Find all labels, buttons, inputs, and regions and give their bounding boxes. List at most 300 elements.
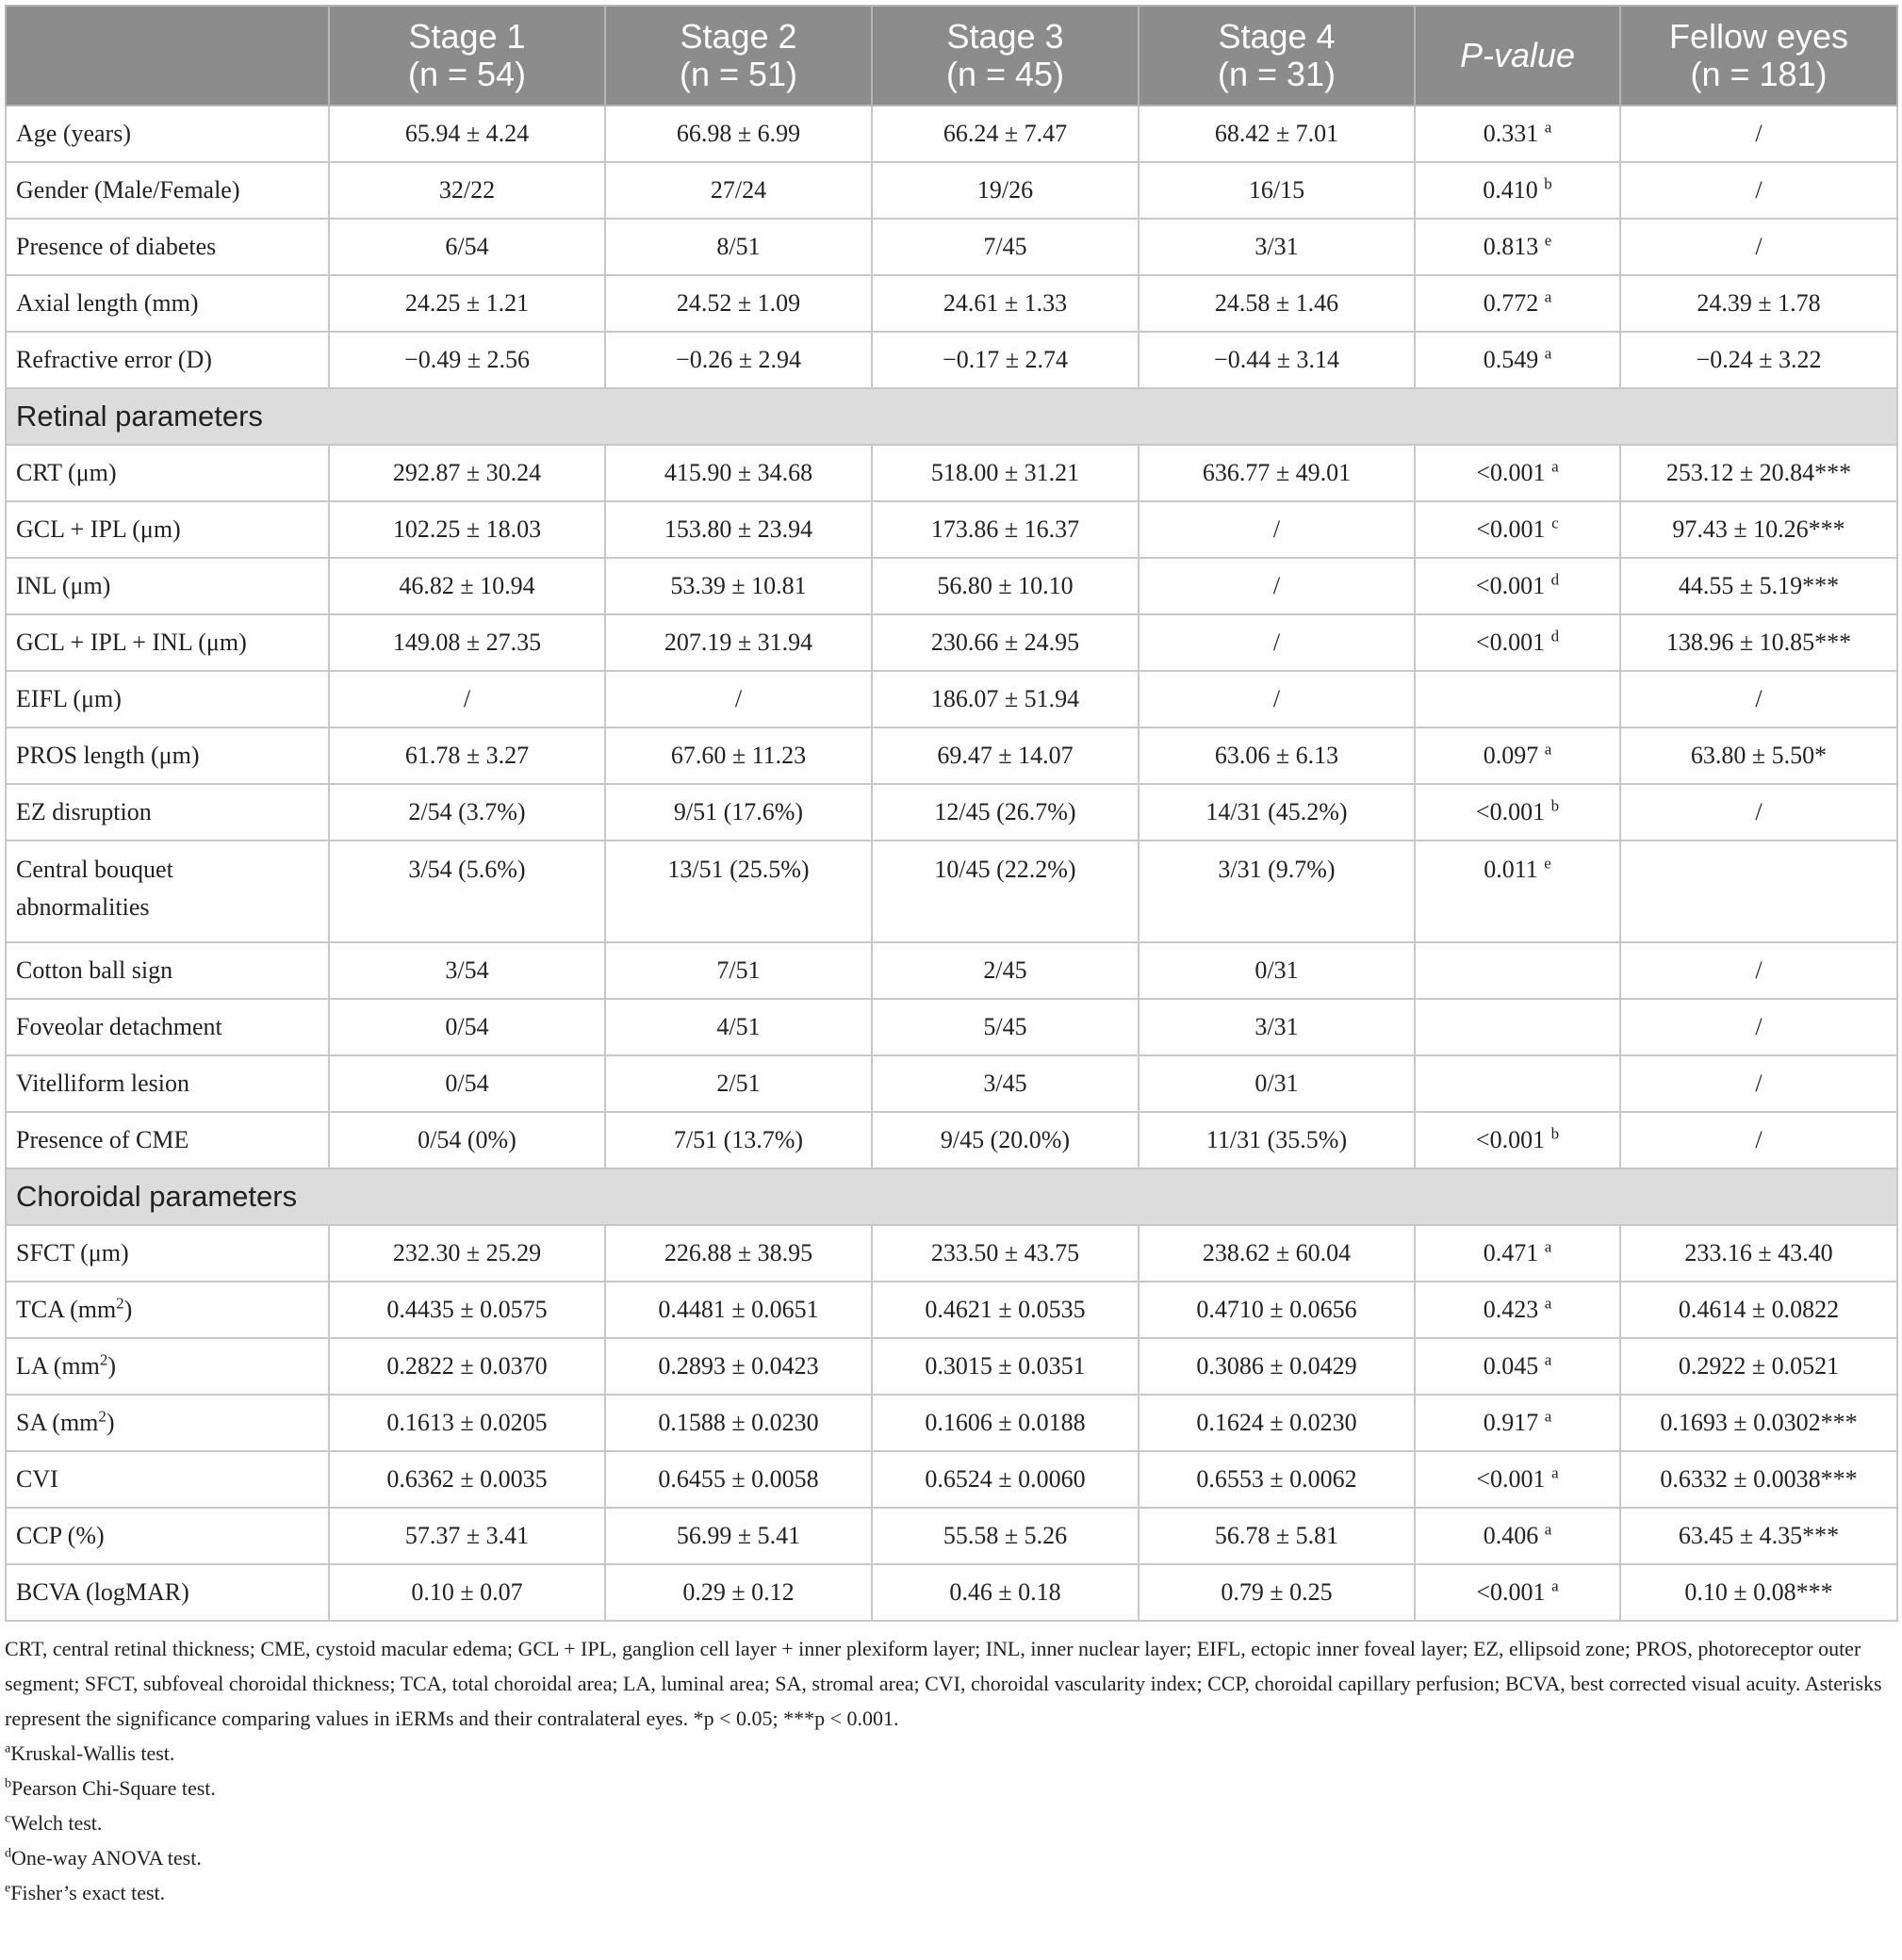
unit-superscript: 2 (116, 1294, 124, 1313)
p-value-superscript: d (1550, 570, 1560, 589)
stage-4-cell: 24.58 ± 1.46 (1139, 275, 1415, 332)
stage-4-cell: 0.1624 ± 0.0230 (1139, 1395, 1415, 1451)
row-label-text: EZ disruption (16, 798, 152, 825)
row-label-text: SFCT (μm) (16, 1239, 129, 1266)
column-header-line1: Stage 4 (1218, 17, 1336, 56)
unit-superscript: 2 (98, 1407, 107, 1426)
p-value-superscript: a (1544, 1237, 1552, 1256)
p-value-cell (1415, 275, 1620, 332)
stage-3-cell: 0.1606 ± 0.0188 (872, 1395, 1139, 1451)
footnote-text: Pearson Chi-Square test. (11, 1776, 216, 1800)
stage-1-cell: 65.94 ± 4.24 (329, 106, 605, 162)
p-value-superscript: b (1550, 1124, 1560, 1143)
p-value: <0.001 (1476, 459, 1546, 486)
p-value: 0.423 (1483, 1296, 1539, 1323)
column-header-3 (872, 6, 1139, 106)
stage-1-cell: 6/54 (329, 219, 605, 275)
fellow-eyes-cell: 253.12 ± 20.84*** (1620, 445, 1897, 501)
stage-1-cell: 3/54 (329, 942, 605, 999)
row-label-text: Presence of CME (16, 1126, 189, 1153)
row-label-text: LA (mm (16, 1352, 100, 1380)
p-value-superscript: a (1544, 740, 1552, 759)
p-value-superscript: a (1544, 1520, 1552, 1539)
table-row (6, 275, 1897, 332)
stage-3-cell: 230.66 ± 24.95 (872, 614, 1139, 671)
stage-1-cell: 2/54 (3.7%) (329, 784, 605, 841)
row-label (6, 671, 329, 727)
table-row (6, 1112, 1897, 1168)
row-label (6, 614, 329, 671)
fellow-eyes-cell: 44.55 ± 5.19*** (1620, 558, 1897, 614)
row-label (6, 841, 329, 942)
stage-3-cell: 7/45 (872, 219, 1139, 275)
row-label (6, 1338, 329, 1395)
p-value-superscript: a (1544, 1294, 1552, 1313)
fellow-eyes-cell: 24.39 ± 1.78 (1620, 275, 1897, 332)
stage-4-cell: / (1139, 671, 1415, 727)
fellow-eyes-cell: / (1620, 999, 1897, 1055)
results-table (5, 5, 1898, 1622)
fellow-eyes-cell: / (1620, 1055, 1897, 1112)
p-value-cell (1415, 106, 1620, 162)
row-label (6, 784, 329, 841)
footnote-marker: c (5, 1811, 11, 1826)
stage-4-cell: 3/31 (1139, 219, 1415, 275)
stage-2-cell: 207.19 ± 31.94 (605, 614, 872, 671)
stage-1-cell: 0/54 (329, 999, 605, 1055)
stage-1-cell: 32/22 (329, 162, 605, 219)
footnote-text: Welch test. (10, 1811, 103, 1835)
row-label (6, 1282, 329, 1338)
p-value-cell (1415, 727, 1620, 784)
stage-2-cell: 0.2893 ± 0.0423 (605, 1338, 872, 1395)
row-label-tail: ) (123, 1296, 133, 1323)
p-value: 0.410 (1483, 176, 1538, 204)
stage-1-cell: 102.25 ± 18.03 (329, 501, 605, 558)
stage-3-cell: 233.50 ± 43.75 (872, 1225, 1139, 1282)
stage-3-cell: 186.07 ± 51.94 (872, 671, 1139, 727)
footnote-marker: d (5, 1846, 11, 1861)
table-row (6, 942, 1897, 999)
fellow-eyes-cell (1620, 841, 1897, 942)
row-label (6, 1564, 329, 1621)
p-value-superscript: a (1551, 1463, 1559, 1482)
fellow-eyes-cell: 0.6332 ± 0.0038*** (1620, 1451, 1897, 1508)
table-row (6, 445, 1897, 501)
stage-4-cell: 56.78 ± 5.81 (1139, 1508, 1415, 1564)
stage-4-cell: 0/31 (1139, 1055, 1415, 1112)
table-row (6, 332, 1897, 388)
row-label-text: Axial length (mm) (16, 289, 199, 317)
table-page (5, 5, 1896, 1910)
stage-3-cell: 66.24 ± 7.47 (872, 106, 1139, 162)
column-header-1 (329, 6, 605, 106)
p-value-superscript: a (1544, 287, 1552, 306)
stage-2-cell: 8/51 (605, 219, 872, 275)
fellow-eyes-cell: −0.24 ± 3.22 (1620, 332, 1897, 388)
stage-4-cell: / (1139, 558, 1415, 614)
stage-4-cell: / (1139, 501, 1415, 558)
stage-2-cell: −0.26 ± 2.94 (605, 332, 872, 388)
table-row (6, 106, 1897, 162)
row-label (6, 1055, 329, 1112)
stage-4-cell: 0.4710 ± 0.0656 (1139, 1282, 1415, 1338)
stage-4-cell: 3/31 (9.7%) (1139, 841, 1415, 942)
stage-2-cell: 4/51 (605, 999, 872, 1055)
row-label (6, 1451, 329, 1508)
stage-3-cell: 69.47 ± 14.07 (872, 727, 1139, 784)
stage-2-cell: 13/51 (25.5%) (605, 841, 872, 942)
row-label-text: CCP (%) (16, 1522, 105, 1549)
stage-1-cell: −0.49 ± 2.56 (329, 332, 605, 388)
table-row (6, 558, 1897, 614)
stage-1-cell: 0.10 ± 0.07 (329, 1564, 605, 1621)
stage-3-cell: −0.17 ± 2.74 (872, 332, 1139, 388)
stage-3-cell: 24.61 ± 1.33 (872, 275, 1139, 332)
fellow-eyes-cell: / (1620, 162, 1897, 219)
stage-2-cell: / (605, 671, 872, 727)
p-value: 0.471 (1483, 1239, 1539, 1266)
footnote-item (5, 1771, 1896, 1805)
column-header-line2: (n = 31) (1217, 55, 1336, 93)
table-row (6, 501, 1897, 558)
row-label-text: Age (years) (16, 120, 131, 147)
p-value-cell (1415, 219, 1620, 275)
p-value: 0.406 (1483, 1522, 1539, 1549)
table-row (6, 999, 1897, 1055)
table-row (6, 1055, 1897, 1112)
column-header-0 (6, 6, 329, 106)
row-label (6, 106, 329, 162)
fellow-eyes-cell: 138.96 ± 10.85*** (1620, 614, 1897, 671)
p-value: 0.331 (1483, 120, 1539, 147)
stage-2-cell: 67.60 ± 11.23 (605, 727, 872, 784)
p-value-superscript: a (1544, 1407, 1552, 1426)
stage-1-cell: 149.08 ± 27.35 (329, 614, 605, 671)
fellow-eyes-cell: / (1620, 784, 1897, 841)
stage-1-cell: 0/54 (329, 1055, 605, 1112)
p-value-superscript: a (1544, 344, 1552, 363)
row-label-text: BCVA (logMAR) (16, 1578, 189, 1606)
fellow-eyes-cell: 0.4614 ± 0.0822 (1620, 1282, 1897, 1338)
stage-2-cell: 153.80 ± 23.94 (605, 501, 872, 558)
table-row (6, 784, 1897, 841)
fellow-eyes-cell: / (1620, 106, 1897, 162)
column-header-line2: (n = 51) (679, 55, 798, 93)
p-value: 0.045 (1483, 1352, 1539, 1380)
p-value-superscript: c (1551, 514, 1559, 532)
column-header-line1: Stage 3 (946, 17, 1064, 56)
stage-4-cell: / (1139, 614, 1415, 671)
row-label (6, 1225, 329, 1282)
p-value-cell (1415, 558, 1620, 614)
row-label (6, 558, 329, 614)
stage-1-cell: 0.4435 ± 0.0575 (329, 1282, 605, 1338)
stage-2-cell: 27/24 (605, 162, 872, 219)
stage-3-cell: 518.00 ± 31.21 (872, 445, 1139, 501)
stage-2-cell: 66.98 ± 6.99 (605, 106, 872, 162)
p-value-cell (1415, 671, 1620, 727)
abbreviations-note: CRT, central retinal thickness; CME, cystoid macular edema; GCL + IPL, ganglion cell layer + inner plexiform layer; INL, inner nuclear layer; EIFL, ectopic inner foveal layer; EZ, ellipsoid zone; PROS, photoreceptor outer segment; SFCT, subfoveal choroidal thickness; TCA, total choroidal area; LA, luminal area; SA, stromal area; CVI, choroidal vascularity index; CCP, choroidal capillary perfusion; BCVA, best corrected visual acuity. Asterisks represent the significance comparing values in iERMs and their contralateral eyes. *p < 0.05; ***p < 0.001. (5, 1637, 1882, 1730)
p-value: 0.011 (1484, 856, 1538, 883)
p-value: <0.001 (1475, 1126, 1546, 1153)
stage-4-cell: 68.42 ± 7.01 (1139, 106, 1415, 162)
stage-1-cell: 57.37 ± 3.41 (329, 1508, 605, 1564)
stage-4-cell: 16/15 (1139, 162, 1415, 219)
stage-4-cell: −0.44 ± 3.14 (1139, 332, 1415, 388)
stage-3-cell: 173.86 ± 16.37 (872, 501, 1139, 558)
row-label (6, 219, 329, 275)
p-value-cell (1415, 1225, 1620, 1282)
stage-1-cell: 24.25 ± 1.21 (329, 275, 605, 332)
footnote-item (5, 1840, 1896, 1875)
p-value-cell (1415, 1112, 1620, 1168)
stage-3-cell: 9/45 (20.0%) (872, 1112, 1139, 1168)
stage-2-cell: 2/51 (605, 1055, 872, 1112)
fellow-eyes-cell: / (1620, 671, 1897, 727)
p-value-superscript: b (1550, 796, 1560, 815)
row-label-text: Presence of diabetes (16, 233, 217, 260)
row-label (6, 1395, 329, 1451)
footnote-item (5, 1875, 1896, 1910)
stage-1-cell: 0.2822 ± 0.0370 (329, 1338, 605, 1395)
p-value-superscript: a (1551, 1576, 1559, 1595)
stage-2-cell: 9/51 (17.6%) (605, 784, 872, 841)
footnote-text: Fisher’s exact test. (10, 1881, 166, 1904)
stage-2-cell: 226.88 ± 38.95 (605, 1225, 872, 1282)
column-header-line2: (n = 181) (1690, 55, 1828, 93)
stage-2-cell: 24.52 ± 1.09 (605, 275, 872, 332)
fellow-eyes-cell: 63.80 ± 5.50* (1620, 727, 1897, 784)
p-value-superscript: e (1544, 854, 1551, 873)
stage-4-cell: 238.62 ± 60.04 (1139, 1225, 1415, 1282)
row-label (6, 332, 329, 388)
table-header (6, 6, 1897, 106)
stage-4-cell: 3/31 (1139, 999, 1415, 1055)
column-header-line1: P-value (1459, 36, 1576, 74)
stage-4-cell: 0.79 ± 0.25 (1139, 1564, 1415, 1621)
section-choroidal-parameters (6, 1168, 1897, 1225)
p-value-cell (1415, 1338, 1620, 1395)
fellow-eyes-cell: 233.16 ± 43.40 (1620, 1225, 1897, 1282)
stage-2-cell: 0.4481 ± 0.0651 (605, 1282, 872, 1338)
unit-superscript: 2 (99, 1350, 108, 1369)
stage-3-cell: 5/45 (872, 999, 1139, 1055)
p-value: 0.917 (1483, 1409, 1539, 1436)
fellow-eyes-cell: 97.43 ± 10.26*** (1620, 501, 1897, 558)
p-value-cell (1415, 784, 1620, 841)
row-label-text: Gender (Male/Female) (16, 176, 240, 204)
footnote-item (5, 1805, 1896, 1840)
row-label (6, 445, 329, 501)
fellow-eyes-cell: 0.1693 ± 0.0302*** (1620, 1395, 1897, 1451)
stage-1-cell: 61.78 ± 3.27 (329, 727, 605, 784)
p-value-superscript: a (1544, 1350, 1552, 1369)
column-header-line2: (n = 45) (945, 55, 1065, 93)
footnote-item (5, 1736, 1896, 1771)
stage-4-cell: 63.06 ± 6.13 (1139, 727, 1415, 784)
stage-4-cell: 636.77 ± 49.01 (1139, 445, 1415, 501)
row-label-text: INL (μm) (16, 572, 111, 599)
table-row (6, 162, 1897, 219)
header-row (6, 6, 1897, 106)
row-label-text: TCA (mm (16, 1296, 117, 1323)
stage-3-cell: 0.6524 ± 0.0060 (872, 1451, 1139, 1508)
p-value-cell (1415, 501, 1620, 558)
section-choroidal-parameters-title: Choroidal parameters (6, 1168, 1897, 1225)
table-row (6, 1225, 1897, 1282)
stage-2-cell: 0.1588 ± 0.0230 (605, 1395, 872, 1451)
row-label (6, 1508, 329, 1564)
row-label-text: PROS length (μm) (16, 742, 200, 769)
stage-2-cell: 0.29 ± 0.12 (605, 1564, 872, 1621)
stage-2-cell: 7/51 (13.7%) (605, 1112, 872, 1168)
p-value: <0.001 (1475, 629, 1546, 656)
row-label-line2: abnormalities (16, 893, 150, 921)
p-value: <0.001 (1475, 798, 1546, 825)
fellow-eyes-cell: 63.45 ± 4.35*** (1620, 1508, 1897, 1564)
footnote-marker: e (5, 1881, 11, 1896)
stage-2-cell: 7/51 (605, 942, 872, 999)
stage-3-cell: 0.3015 ± 0.0351 (872, 1338, 1139, 1395)
p-value-superscript: d (1550, 627, 1560, 645)
section-retinal-parameters-title: Retinal parameters (6, 388, 1897, 445)
stage-4-cell: 0.6553 ± 0.0062 (1139, 1451, 1415, 1508)
table-row (6, 614, 1897, 671)
p-value: <0.001 (1476, 515, 1546, 543)
table-row (6, 1282, 1897, 1338)
table-row (6, 1395, 1897, 1451)
p-value: <0.001 (1476, 1578, 1546, 1606)
row-label-tail: ) (107, 1352, 117, 1380)
stage-3-cell: 0.46 ± 0.18 (872, 1564, 1139, 1621)
stage-4-cell: 0/31 (1139, 942, 1415, 999)
row-label (6, 162, 329, 219)
footnote-text: Kruskal-Wallis test. (10, 1741, 175, 1765)
column-header-2 (605, 6, 872, 106)
table-row (6, 219, 1897, 275)
fellow-eyes-cell: / (1620, 219, 1897, 275)
column-header-line2: (n = 54) (407, 55, 527, 93)
stage-2-cell: 0.6455 ± 0.0058 (605, 1451, 872, 1508)
p-value: <0.001 (1475, 572, 1546, 599)
row-label-text: CRT (μm) (16, 459, 117, 486)
row-label-text: Foveolar detachment (16, 1013, 222, 1040)
p-value-superscript: e (1544, 231, 1552, 250)
p-value-cell (1415, 1451, 1620, 1508)
stage-2-cell: 56.99 ± 5.41 (605, 1508, 872, 1564)
stage-4-cell: 0.3086 ± 0.0429 (1139, 1338, 1415, 1395)
p-value-cell (1415, 1055, 1620, 1112)
p-value-cell (1415, 999, 1620, 1055)
column-header-5 (1415, 6, 1620, 106)
p-value-cell (1415, 332, 1620, 388)
p-value-cell (1415, 445, 1620, 501)
stage-3-cell: 2/45 (872, 942, 1139, 999)
table-row (6, 1338, 1897, 1395)
column-header-line1: Fellow eyes (1668, 17, 1849, 56)
row-label (6, 999, 329, 1055)
table-row (6, 1508, 1897, 1564)
stage-1-cell: 0.1613 ± 0.0205 (329, 1395, 605, 1451)
fellow-eyes-cell: 0.10 ± 0.08*** (1620, 1564, 1897, 1621)
table-row (6, 727, 1897, 784)
stage-3-cell: 10/45 (22.2%) (872, 841, 1139, 942)
stage-1-cell: 3/54 (5.6%) (329, 841, 605, 942)
stage-1-cell: 0.6362 ± 0.0035 (329, 1451, 605, 1508)
stage-3-cell: 19/26 (872, 162, 1139, 219)
section-retinal-parameters (6, 388, 1897, 445)
column-header-6 (1620, 6, 1897, 106)
p-value-superscript: a (1551, 457, 1559, 476)
p-value-cell (1415, 1395, 1620, 1451)
stage-1-cell: 0/54 (0%) (329, 1112, 605, 1168)
table-body (6, 106, 1897, 1621)
p-value: 0.549 (1483, 346, 1539, 373)
row-label (6, 727, 329, 784)
column-header-line1: Stage 2 (680, 17, 797, 56)
stage-2-cell: 53.39 ± 10.81 (605, 558, 872, 614)
row-label-text: Vitelliform lesion (16, 1070, 190, 1097)
stage-3-cell: 0.4621 ± 0.0535 (872, 1282, 1139, 1338)
row-label-text: EIFL (μm) (16, 685, 122, 712)
p-value-superscript: b (1544, 174, 1552, 193)
column-header-4 (1139, 6, 1415, 106)
p-value: 0.097 (1483, 742, 1539, 769)
stage-1-cell: 292.87 ± 30.24 (329, 445, 605, 501)
row-label (6, 275, 329, 332)
stage-3-cell: 12/45 (26.7%) (872, 784, 1139, 841)
stage-4-cell: 14/31 (45.2%) (1139, 784, 1415, 841)
row-label-line1: Central bouquet (16, 856, 173, 883)
row-label-text: GCL + IPL + INL (μm) (16, 629, 247, 656)
row-label-text: Refractive error (D) (16, 346, 212, 373)
stage-1-cell: 46.82 ± 10.94 (329, 558, 605, 614)
stage-3-cell: 3/45 (872, 1055, 1139, 1112)
table-footnotes (5, 1631, 1896, 1910)
footnote-marker: b (5, 1776, 11, 1791)
stage-4-cell: 11/31 (35.5%) (1139, 1112, 1415, 1168)
footnote-list (5, 1736, 1896, 1910)
row-label-tail: ) (106, 1409, 115, 1436)
stage-3-cell: 56.80 ± 10.10 (872, 558, 1139, 614)
p-value: 0.772 (1483, 289, 1539, 317)
p-value-cell (1415, 942, 1620, 999)
footnote-marker: a (5, 1741, 11, 1756)
p-value-cell (1415, 1282, 1620, 1338)
p-value-cell (1415, 162, 1620, 219)
column-header-line1: Stage 1 (408, 17, 526, 56)
p-value: <0.001 (1476, 1465, 1546, 1493)
p-value-cell (1415, 1508, 1620, 1564)
fellow-eyes-cell: 0.2922 ± 0.0521 (1620, 1338, 1897, 1395)
footnote-text: One-way ANOVA test. (11, 1846, 202, 1870)
row-label (6, 942, 329, 999)
stage-2-cell: 415.90 ± 34.68 (605, 445, 872, 501)
p-value-cell (1415, 614, 1620, 671)
stage-1-cell: / (329, 671, 605, 727)
row-label (6, 1112, 329, 1168)
p-value-cell (1415, 841, 1620, 942)
row-label-text: SA (mm (16, 1409, 99, 1436)
p-value-superscript: a (1544, 118, 1552, 137)
p-value-cell (1415, 1564, 1620, 1621)
table-row (6, 1451, 1897, 1508)
table-row (6, 671, 1897, 727)
fellow-eyes-cell: / (1620, 942, 1897, 999)
table-row (6, 841, 1897, 942)
row-label-text: Cotton ball sign (16, 956, 173, 984)
